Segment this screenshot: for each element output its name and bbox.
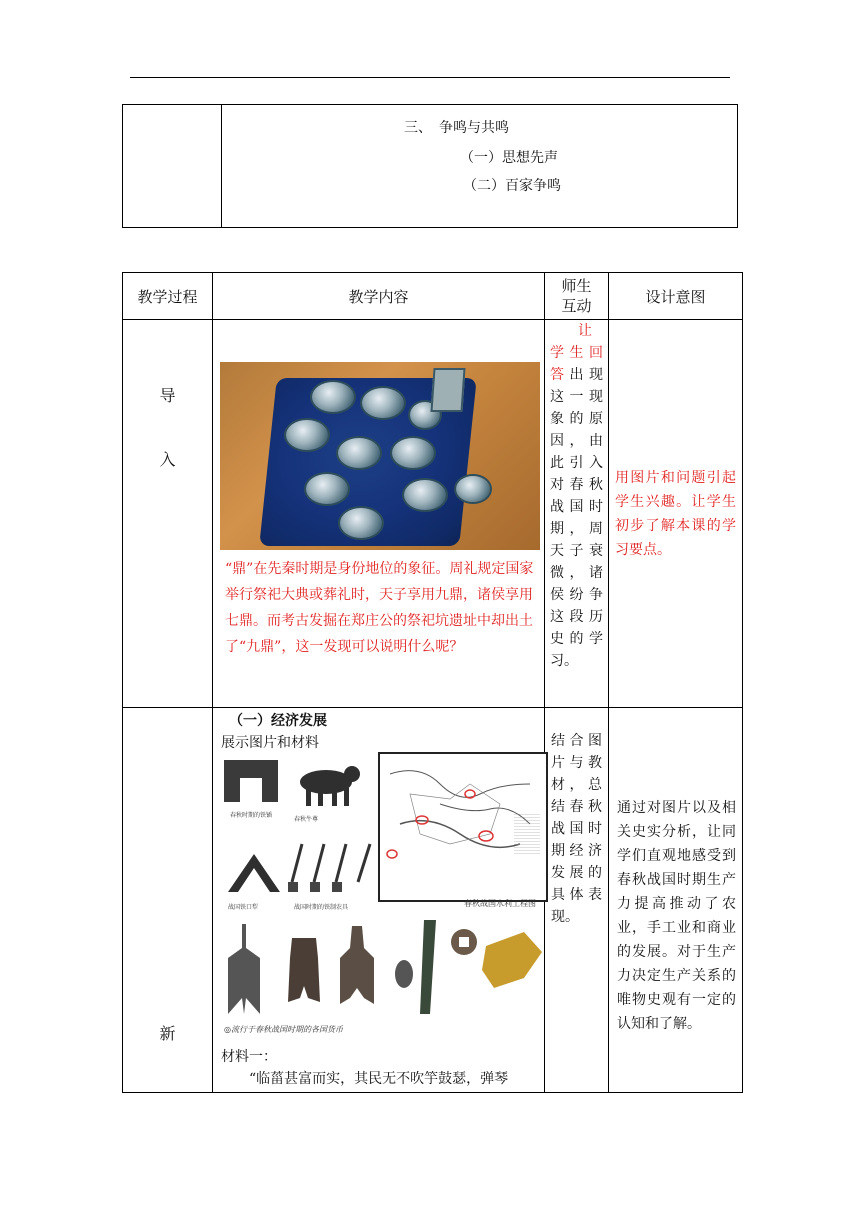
stage-intro xyxy=(123,320,213,708)
header-content: 教学内容 xyxy=(213,273,545,320)
ox-statue-image xyxy=(290,760,364,810)
ding-vessel xyxy=(340,508,382,538)
ding-excavation-photo xyxy=(220,362,540,550)
interaction-black: 出现这一现象的原因，由此引入对春秋战国时期，周天子衰微，诸侯纷争这段历史的学习。 xyxy=(550,367,603,669)
intro-interaction xyxy=(545,320,609,708)
material-label: 材料一： xyxy=(221,1049,277,1065)
ding-vessel xyxy=(456,476,490,502)
farm-tools-image xyxy=(284,838,380,898)
outline-cell xyxy=(222,105,738,228)
header-interaction: 师生互动 xyxy=(545,273,609,320)
outline-sub-1: （一）思想先声 xyxy=(460,150,558,166)
intro-intent xyxy=(609,320,743,708)
outline-table xyxy=(122,104,738,228)
header-process: 教学过程 xyxy=(123,273,213,320)
header-rule xyxy=(130,77,730,78)
header-intent: 设计意图 xyxy=(609,273,743,320)
caption-coins: ◎流行于春秋战国时期的各国货币 xyxy=(224,1025,343,1034)
interaction-red: 让学生回答 xyxy=(550,323,603,383)
new-interaction xyxy=(545,708,609,1093)
square-vessel xyxy=(430,368,465,412)
stage-new-label: 新 xyxy=(159,1024,176,1043)
intro-question: “鼎”在先秦时期是身份地位的象征。周礼规定国家举行祭祀大典或葬礼时，天子享用九鼎，诸侯享用七鼎。而考古发掘在郑庄公的祭祀坑遗址中却出土了“九鼎”，这一发现可以说明什么呢？ xyxy=(225,561,534,655)
new-interaction-text: 结合图片与教材，总结春秋战国时期经济发展的具体表现。 xyxy=(551,733,602,925)
new-intent-text: 通过对图片以及相关史实分析，让同学们直观地感受到春秋战国时期生产力提高推动了农业，手工业和商业的发展。对于生产力决定生产关系的唯物史观有一定的认知和了解。 xyxy=(617,800,736,1032)
caption-map: 春秋战国水利工程图 xyxy=(464,899,536,908)
coins-image xyxy=(224,918,544,1018)
caption-tools: 战国时期的铁制农具 xyxy=(294,904,349,911)
ding-vessel xyxy=(392,438,434,468)
stage-intro-label: 导 入 xyxy=(159,386,176,469)
outline-section: 三、 争鸣与共鸣 xyxy=(404,120,509,136)
ding-vessel xyxy=(362,388,404,418)
outline-sub-2: （二）百家争鸣 xyxy=(463,178,561,194)
ding-vessel xyxy=(404,480,446,510)
ding-vessel xyxy=(338,438,380,468)
caption-plough: 战国铁口犁 xyxy=(228,904,259,911)
section-title: （一）经济发展 xyxy=(229,713,327,729)
iron-spade-image xyxy=(222,756,280,806)
ding-vessel xyxy=(306,474,348,504)
iron-plough-image xyxy=(224,848,284,898)
intro-caption: 展示图片和材料 xyxy=(221,735,319,751)
ding-vessel xyxy=(286,420,328,450)
stage-new xyxy=(123,708,213,1093)
water-projects-map xyxy=(378,752,548,902)
caption-ox: 春秋牛尊 xyxy=(294,816,319,823)
material-text: “临菑甚富而实，其民无不吹竽鼓瑟，弹琴 xyxy=(249,1071,509,1087)
economy-collage xyxy=(218,752,546,1042)
new-intent xyxy=(609,708,743,1093)
ding-vessel xyxy=(312,382,354,412)
header-row xyxy=(123,273,743,320)
caption-iron-spade: 春秋时期的铁锸 xyxy=(230,812,273,819)
intent-intro-text: 用图片和问题引起学生兴趣。让学生初步了解本课的学习要点。 xyxy=(615,469,736,558)
outline-blank-cell xyxy=(123,105,222,228)
